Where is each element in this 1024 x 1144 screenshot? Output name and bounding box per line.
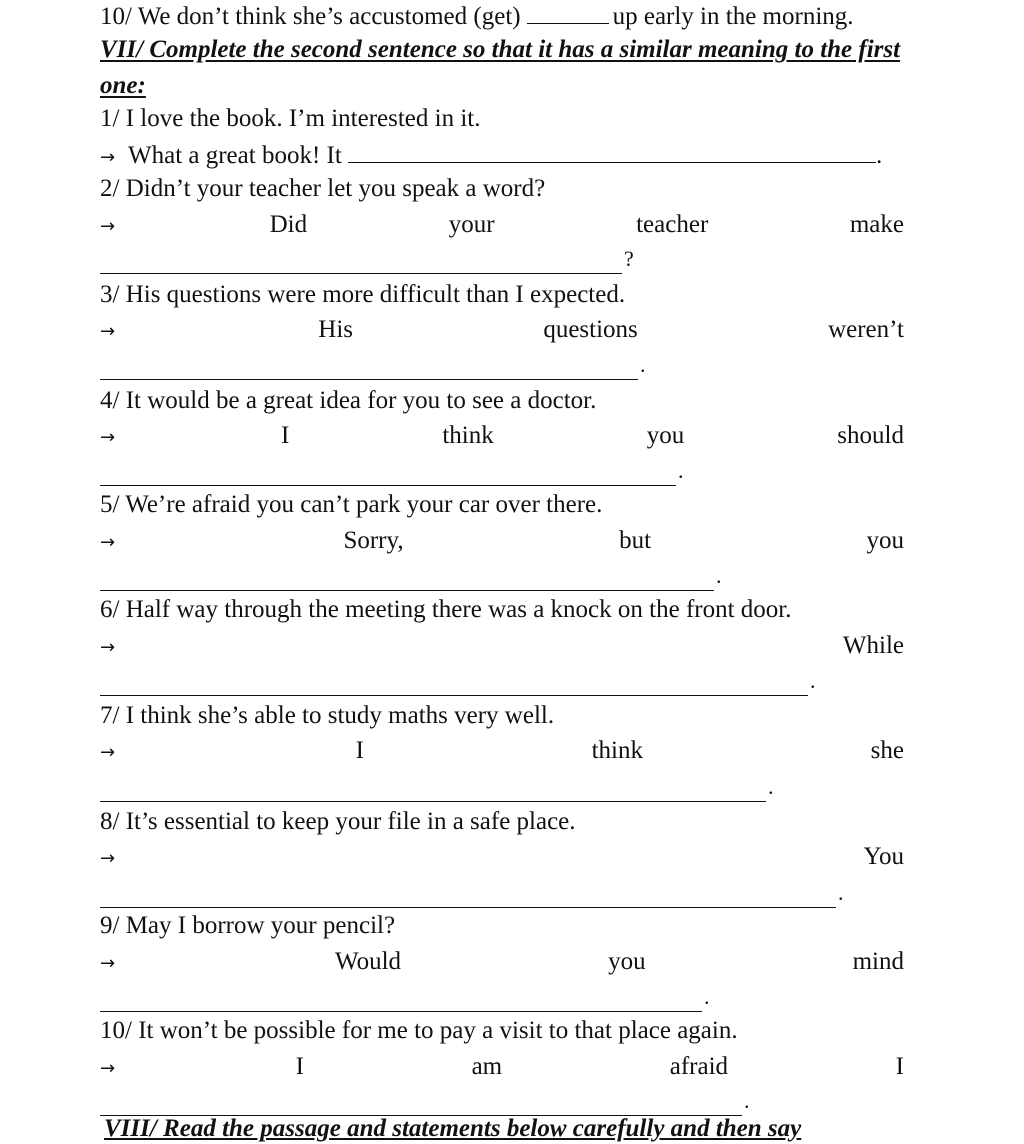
arrow-icon: → xyxy=(100,637,116,658)
item-7-answer-start xyxy=(100,736,904,768)
cue-word: I xyxy=(295,1053,304,1080)
item-1-lead: What a great book! It xyxy=(128,142,342,169)
cue-word: you xyxy=(608,948,646,975)
answer-blank xyxy=(100,251,622,274)
item-9-prompt: 9/ May I borrow your pencil? xyxy=(100,912,396,939)
end-mark: . xyxy=(768,774,774,799)
end-mark: . xyxy=(744,1088,750,1113)
item-9-blank-line xyxy=(100,982,904,1012)
item-7-prompt: 7/ I think she’s able to study maths very well. xyxy=(100,702,555,729)
arrow-icon: → xyxy=(100,321,116,342)
cue-word: you xyxy=(646,422,685,449)
cue-word: should xyxy=(837,422,904,449)
arrow-icon: → xyxy=(100,532,116,553)
cue-word: I xyxy=(281,422,290,449)
item-6-answer-start xyxy=(100,631,904,663)
arrow-icon: → xyxy=(100,147,116,168)
item-3-prompt: 3/ His questions were more difficult than I expected. xyxy=(100,281,626,308)
answer-blank xyxy=(100,989,702,1012)
cue-word: you xyxy=(866,527,904,554)
item-3-blank-line xyxy=(100,350,904,380)
item-8-prompt: 8/ It’s essential to keep your file in a safe place. xyxy=(100,808,576,835)
item-text-after-blank: up early in the morning. xyxy=(612,3,854,30)
cue-word: I xyxy=(895,1053,904,1080)
end-mark: . xyxy=(838,880,844,905)
arrow-icon: → xyxy=(100,427,116,448)
cue-word: but xyxy=(619,527,652,554)
cue-word: afraid xyxy=(669,1053,729,1080)
end-mark: . xyxy=(716,563,722,588)
cue-word: am xyxy=(471,1053,503,1080)
cue-word: questions xyxy=(543,316,638,343)
arrow-icon: → xyxy=(100,742,116,763)
cue-word: While xyxy=(842,632,904,659)
answer-blank xyxy=(100,1093,742,1116)
cue-word: she xyxy=(870,737,904,764)
cue-word: Would xyxy=(335,948,402,975)
answer-blank xyxy=(348,140,876,163)
answer-blank xyxy=(527,1,609,24)
answer-blank xyxy=(100,779,766,802)
cue-word: Did xyxy=(269,211,308,238)
item-4-prompt: 4/ It would be a great idea for you to see a doctor. xyxy=(100,387,597,414)
item-7-blank-line xyxy=(100,772,904,802)
end-mark: . xyxy=(640,352,646,377)
end-mark: . xyxy=(810,668,816,693)
item-5-answer-start xyxy=(100,526,904,558)
arrow-icon: → xyxy=(100,848,116,869)
item-text-before-blank: 10/ We don’t think she’s accustomed (get) xyxy=(100,3,521,30)
end-mark: ? xyxy=(624,246,634,271)
arrow-icon: → xyxy=(100,1058,116,1079)
cue-word: think xyxy=(591,737,644,764)
end-mark: . xyxy=(678,458,684,483)
item-10-answer-start xyxy=(100,1052,904,1084)
answer-blank xyxy=(100,357,638,380)
answer-blank xyxy=(100,673,808,696)
cue-word: weren’t xyxy=(828,316,904,343)
next-section-heading-text: VIII/ Read the passage and statements below carefully and then say xyxy=(104,1115,802,1142)
exercise-item-top xyxy=(100,1,904,32)
item-1-answer-line xyxy=(100,140,904,173)
cue-word: mind xyxy=(852,948,904,975)
item-9-answer-start xyxy=(100,947,904,979)
item-2-blank-line xyxy=(100,244,904,274)
cue-word: I xyxy=(355,737,364,764)
cue-word: think xyxy=(442,422,494,449)
item-1-prompt: 1/ I love the book. I’m interested in it. xyxy=(100,105,481,132)
answer-blank xyxy=(100,568,714,591)
item-2-answer-start xyxy=(100,210,904,242)
item-4-answer-start xyxy=(100,421,904,453)
cue-word: His xyxy=(318,316,354,343)
item-8-blank-line xyxy=(100,878,904,908)
item-6-blank-line xyxy=(100,666,904,696)
item-5-prompt: 5/ We’re afraid you can’t park your car over there. xyxy=(100,491,603,518)
next-section-heading-cut xyxy=(104,1115,904,1142)
item-8-answer-start xyxy=(100,842,904,874)
section-heading: VII/ Complete the second sentence so that it has a similar meaning to the first one: xyxy=(100,36,901,99)
item-10-blank-line xyxy=(100,1086,904,1116)
item-5-blank-line xyxy=(100,561,904,591)
cue-word: You xyxy=(863,843,904,870)
arrow-icon: → xyxy=(100,216,116,237)
item-2-prompt: 2/ Didn’t your teacher let you speak a word? xyxy=(100,175,546,202)
answer-blank xyxy=(100,463,676,486)
cue-word: teacher xyxy=(636,211,709,238)
item-3-answer-start xyxy=(100,315,904,347)
end-mark: . xyxy=(876,142,883,169)
answer-blank xyxy=(100,885,836,908)
end-mark: . xyxy=(704,984,710,1009)
cue-word: Sorry, xyxy=(343,527,404,554)
arrow-icon: → xyxy=(100,953,116,974)
cue-word: your xyxy=(448,211,495,238)
item-10-prompt: 10/ It won’t be possible for me to pay a visit to that place again. xyxy=(100,1017,738,1044)
item-4-blank-line xyxy=(100,456,904,486)
item-6-prompt: 6/ Half way through the meeting there was a knock on the front door. xyxy=(100,596,792,623)
cue-word: make xyxy=(849,211,904,238)
